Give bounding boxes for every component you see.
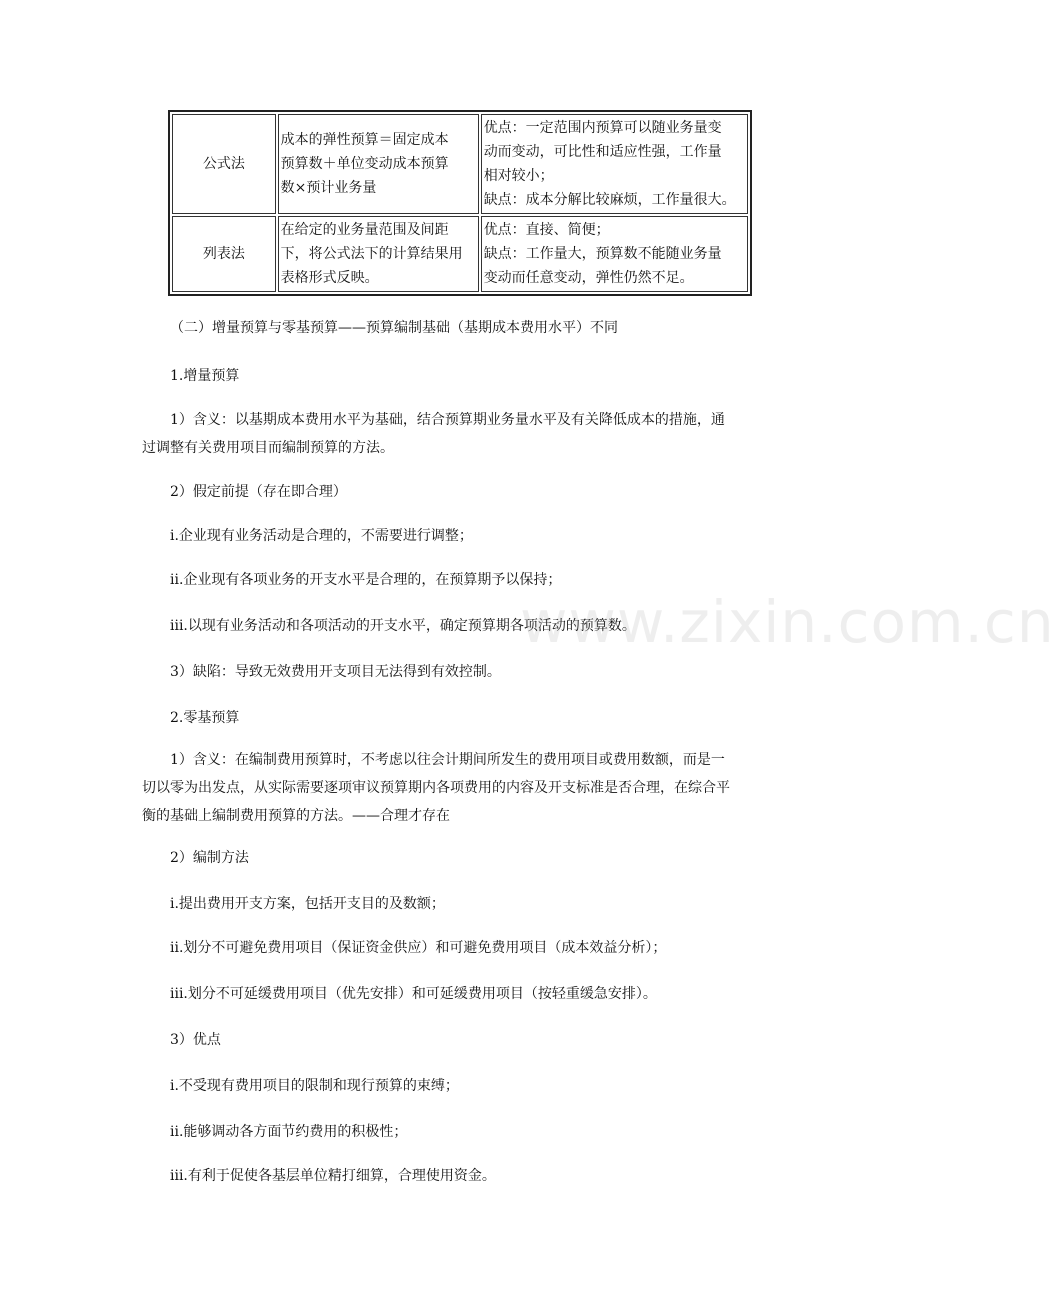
evaluation-line: 缺点：工作量大，预算数不能随业务量 [483,246,722,262]
paragraph-line: 切以零为出发点，从实际需要逐项审议预算期内各项费用的内容及开支标准是否合理，在综合平 [142,780,730,796]
advantage-item-ii: ii.能够调动各方面节约费用的积极性； [170,1124,408,1140]
method-definition-cell [278,216,479,292]
advantage-item-iii: iii.有利于促使各基层单位精打细算，合理使用资金。 [170,1168,496,1184]
definition-line: 预算数＋单位变动成本预算 [280,156,449,172]
definition-line: 成本的弹性预算＝固定成本 [280,132,449,148]
method-name-cell: 列表法 [172,216,276,292]
method-definition-cell [278,114,479,214]
assumption-item-iii: iii.以现有业务活动和各项活动的开支水平，确定预算期各项活动的预算数。 [170,618,636,634]
paragraph-line: 过调整有关费用项目而编制预算的方法。 [142,440,394,456]
method-item-iii: iii.划分不可延缓费用项目（优先安排）和可延缓费用项目（按轻重缓急安排）。 [170,986,657,1002]
evaluation-line: 缺点：成本分解比较麻烦，工作量很大。 [483,192,736,208]
evaluation-line: 动而变动，可比性和适应性强，工作量 [483,144,722,160]
section-heading: （二）增量预算与零基预算——预算编制基础（基期成本费用水平）不同 [170,320,618,336]
zero-based-budget-heading: 2.零基预算 [170,710,240,726]
definition-line: 表格形式反映。 [280,270,379,286]
definition-line: 下，将公式法下的计算结果用 [280,246,463,262]
definition-line: 在给定的业务量范围及间距 [280,222,449,238]
assumption-heading: 2）假定前提（存在即合理） [170,484,347,500]
site-watermark: www.zixin.com.cn [520,588,1055,656]
method-heading: 2）编制方法 [170,850,249,866]
method-item-i: i.提出费用开支方案，包括开支目的及数额； [170,896,445,912]
method-item-ii: ii.划分不可避免费用项目（保证资金供应）和可避免费用项目（成本效益分析）； [170,940,667,956]
method-evaluation-cell [481,114,748,214]
paragraph-line: 1）含义：以基期成本费用水平为基础，结合预算期业务量水平及有关降低成本的措施，通 [170,412,725,428]
zero-based-meaning-paragraph [142,746,782,830]
method-evaluation-cell [481,216,748,292]
assumption-item-ii: ii.企业现有各项业务的开支水平是合理的，在预算期予以保持； [170,572,562,588]
incremental-budget-heading: 1.增量预算 [170,368,240,384]
paragraph-line: 衡的基础上编制费用预算的方法。——合理才存在 [142,808,450,824]
advantage-heading: 3）优点 [170,1032,221,1048]
method-name-cell: 公式法 [172,114,276,214]
evaluation-line: 优点：直接、简便； [483,222,610,238]
assumption-item-i: i.企业现有业务活动是合理的，不需要进行调整； [170,528,473,544]
evaluation-line: 变动而任意变动，弹性仍然不足。 [483,270,694,286]
evaluation-line: 相对较小； [483,168,554,184]
incremental-meaning-paragraph [142,406,782,462]
incremental-defect: 3）缺陷：导致无效费用开支项目无法得到有效控制。 [170,664,501,680]
table-row-formula-method [172,114,748,214]
flexible-budget-methods-table [168,110,752,296]
evaluation-line: 优点：一定范围内预算可以随业务量变 [483,120,722,136]
table-row-list-method [172,216,748,292]
definition-line: 数×预计业务量 [280,180,377,196]
paragraph-line: 1）含义：在编制费用预算时，不考虑以往会计期间所发生的费用项目或费用数额，而是一 [170,752,725,768]
advantage-item-i: i.不受现有费用项目的限制和现行预算的束缚； [170,1078,459,1094]
